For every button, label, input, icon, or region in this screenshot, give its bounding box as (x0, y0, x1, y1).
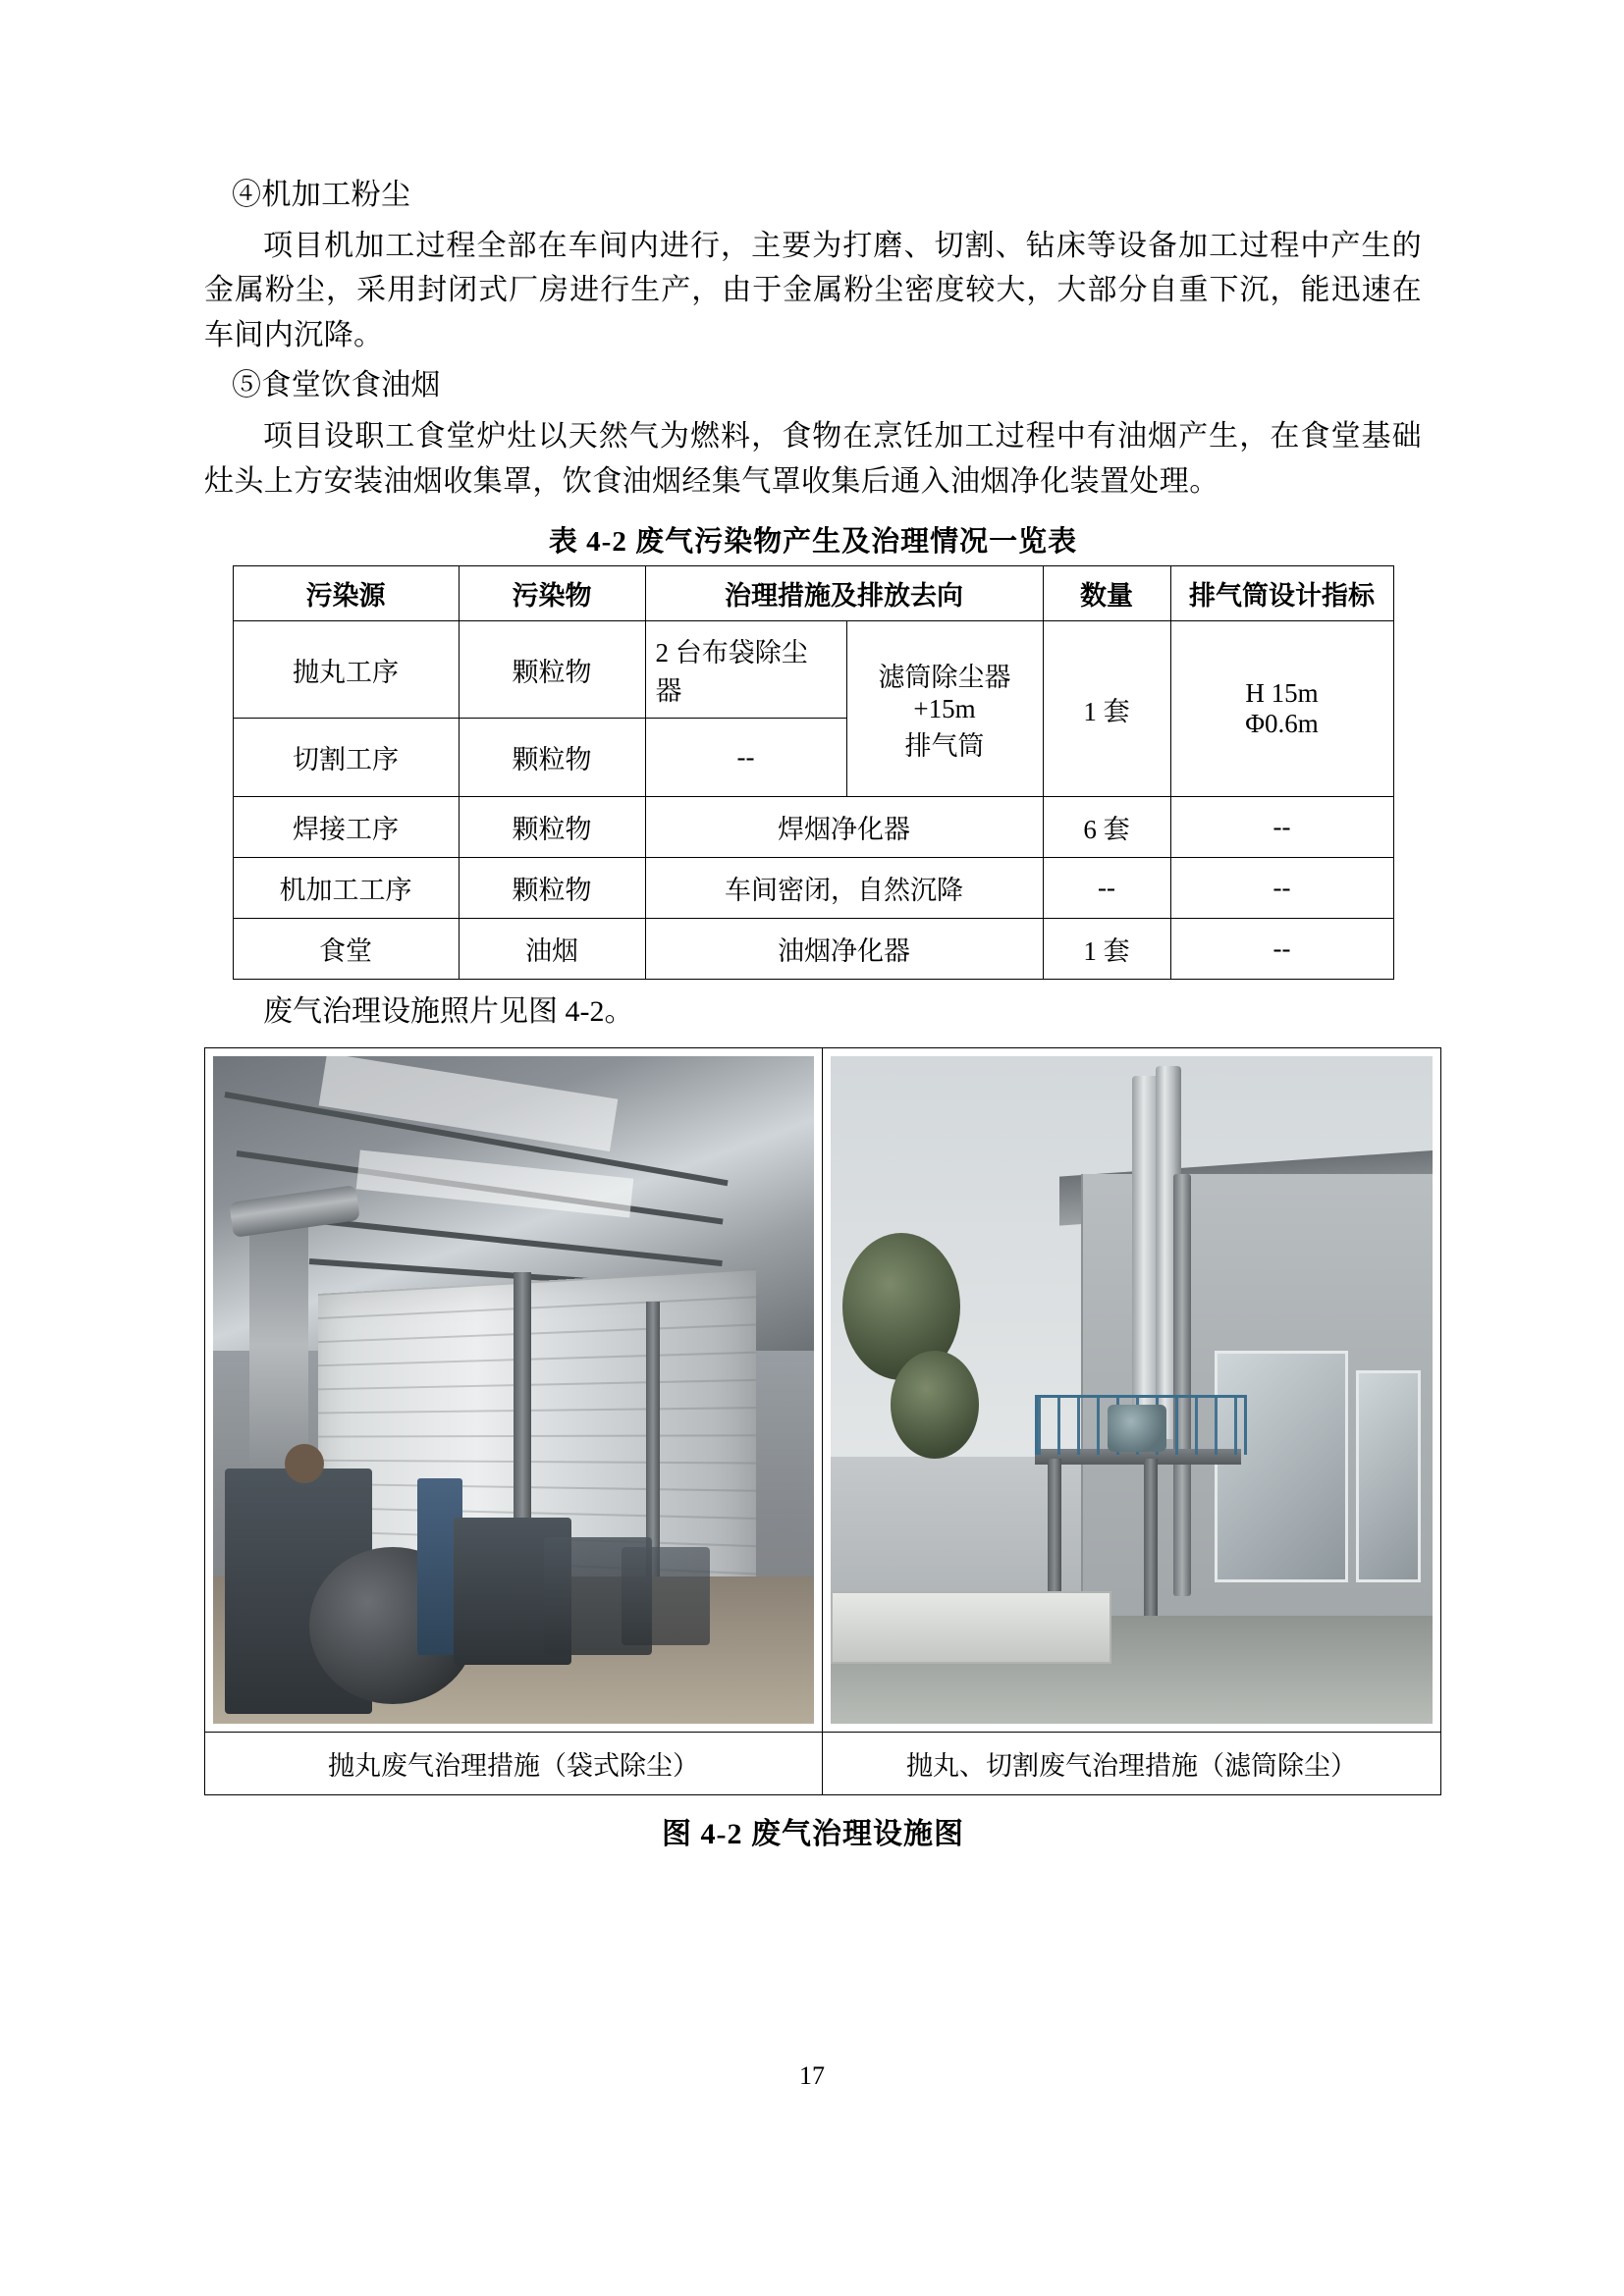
cell-source: 焊接工序 (233, 797, 459, 858)
paragraph-5: 项目设职工食堂炉灶以天然气为燃料，食物在烹饪加工过程中有油烟产生，在食堂基础灶头上方安装油烟收集罩，饮食油烟经集气罩收集后通入油烟净化装置处理。 (204, 419, 1422, 498)
cell-source: 食堂 (233, 919, 459, 980)
heading-5: ⑤食堂饮食油烟 (232, 369, 441, 402)
measure-merged-line2: 排气筒 (904, 730, 985, 761)
machine-unit (622, 1547, 710, 1645)
th-pollutant: 污染物 (459, 566, 645, 621)
photo-bag-filter-workshop (213, 1056, 814, 1724)
cell-measure: 焊烟净化器 (645, 797, 1043, 858)
cell-measure-sub: -- (645, 719, 846, 797)
boundary-wall (831, 1591, 1111, 1664)
table-header-row (233, 566, 1393, 621)
tree (891, 1351, 979, 1459)
table-row (233, 621, 1393, 719)
cell-stack-spec: -- (1170, 858, 1393, 919)
figure-caption-right: 抛丸、切割废气治理措施（滤筒除尘） (906, 1751, 1357, 1782)
th-quantity: 数量 (1043, 566, 1170, 621)
cell-stack-spec: -- (1170, 797, 1393, 858)
cell-measure-merged (846, 621, 1043, 797)
heading-4: ④机加工粉尘 (232, 179, 411, 211)
figure-cell-left (205, 1048, 823, 1732)
figure-caption-left: 抛丸废气治理措施（袋式除尘） (205, 1733, 823, 1794)
table-row (233, 797, 1393, 858)
cell-pollutant: 颗粒物 (459, 797, 645, 858)
cell-quantity: 1 套 (1043, 919, 1170, 980)
page-number: 17 (799, 2061, 825, 2090)
exhaust-fan (1108, 1405, 1166, 1452)
cell-pollutant: 颗粒物 (459, 858, 645, 919)
figure-block (204, 1047, 1441, 1795)
measure-sub-line1: 2 台布袋除尘 (655, 638, 808, 668)
cell-measure: 车间密闭，自然沉降 (645, 858, 1043, 919)
cell-measure-sub (645, 621, 846, 719)
cell-quantity: -- (1043, 858, 1170, 919)
table-caption: 表 4-2 废气污染物产生及治理情况一览表 (548, 526, 1078, 559)
after-table-text: 废气治理设施照片见图 4-2。 (263, 995, 634, 1029)
figure-cell-right (823, 1048, 1440, 1732)
th-stack-spec: 排气筒设计指标 (1170, 566, 1393, 621)
stack-spec-line2: Φ0.6m (1245, 709, 1319, 739)
cell-pollutant: 颗粒物 (459, 621, 645, 719)
building-window (1356, 1370, 1421, 1582)
cell-stack-spec (1170, 621, 1393, 797)
connecting-pipe (1173, 1174, 1191, 1596)
cell-pollutant: 油烟 (459, 919, 645, 980)
pollution-table (233, 565, 1394, 980)
photo-cartridge-filter-stack (831, 1056, 1433, 1724)
cell-stack-spec: -- (1170, 919, 1393, 980)
measure-sub-line2: 器 (655, 676, 682, 707)
cell-source: 抛丸工序 (233, 621, 459, 719)
building-window (1215, 1351, 1348, 1582)
figure-photo-row (205, 1048, 1440, 1732)
cell-measure: 油烟净化器 (645, 919, 1043, 980)
table-row (233, 858, 1393, 919)
measure-merged-line1: 滤筒除尘器+15m (878, 662, 1011, 723)
figure-caption-row (205, 1732, 1440, 1794)
cell-source: 切割工序 (233, 719, 459, 797)
table-row (233, 919, 1393, 980)
cell-quantity: 6 套 (1043, 797, 1170, 858)
cell-pollutant: 颗粒物 (459, 719, 645, 797)
th-measure: 治理措施及排放去向 (645, 566, 1043, 621)
stack-spec-line1: H 15m (1245, 678, 1319, 709)
support-pillar (646, 1302, 660, 1576)
cell-source: 机加工工序 (233, 858, 459, 919)
cell-quantity: 1 套 (1043, 621, 1170, 797)
page-content (204, 173, 1422, 1852)
figure-title: 图 4-2 废气治理设施图 (662, 1818, 964, 1851)
th-source: 污染源 (233, 566, 459, 621)
paragraph-4: 项目机加工过程全部在车间内进行，主要为打磨、切割、钻床等设备加工过程中产生的金属粉尘，采用封闭式厂房进行生产，由于金属粉尘密度较大，大部分自重下沉，能迅速在车间内沉降。 (204, 229, 1422, 351)
